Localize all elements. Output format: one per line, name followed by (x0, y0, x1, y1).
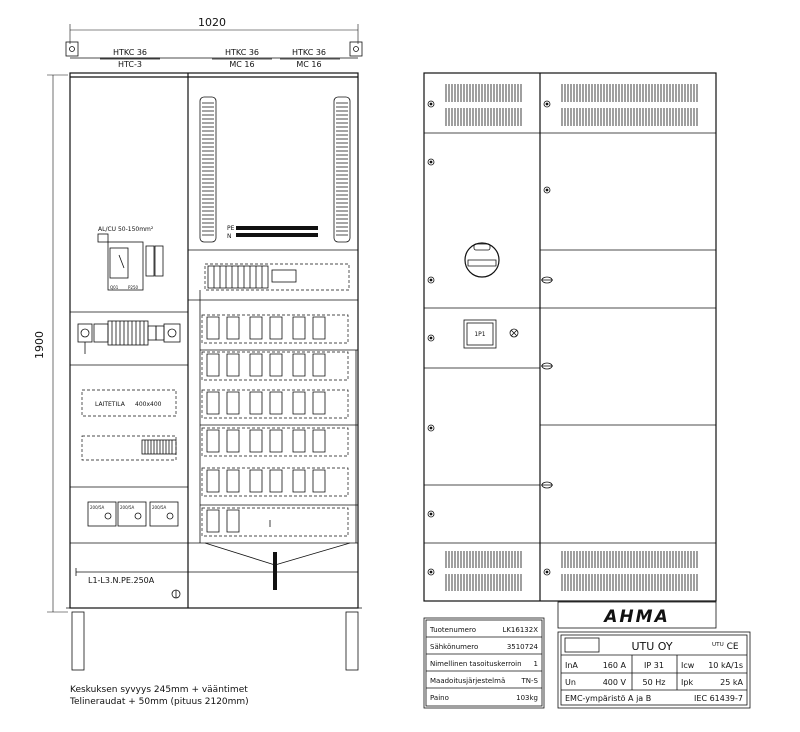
main-switch-area (98, 226, 163, 290)
svg-text:P250: P250 (128, 285, 139, 290)
note-line-1: Keskuksen syvyys 245mm + vääntimet (70, 685, 248, 695)
meter-block (78, 321, 180, 354)
plate-icw-label: Icw (681, 661, 695, 670)
plate-footer-right: IEC 61439-7 (694, 694, 743, 703)
plate-ipk-label: Ipk (681, 678, 694, 687)
pe-n-busbar (227, 225, 318, 240)
rating-row-3-value: 1 (533, 660, 538, 668)
left-leg (72, 612, 84, 670)
busbar-cable-label: AL/CU 50-150mm² (98, 226, 154, 233)
plate-ina-value: 160 A (602, 661, 626, 670)
laitetila-area (82, 390, 176, 460)
terminal-strip-left (200, 97, 216, 242)
rating-row-1-value: LK16132X (502, 626, 538, 634)
pe-label: PE (227, 225, 235, 232)
main-switch-handle[interactable] (465, 243, 499, 277)
busbar-bottom-label: L1-L3.N.PE.250A (88, 576, 155, 585)
rating-plate (424, 618, 544, 708)
breaker-rows (200, 264, 358, 543)
fuse-bases (88, 502, 178, 526)
bottom-busbar (76, 568, 358, 598)
plate-footer-left: EMC-ympäristö A ja B (565, 694, 652, 703)
door-meter (464, 320, 518, 348)
laitetila-label: LAITETILA (95, 401, 125, 408)
fuse-label-3: 200/5A (152, 505, 167, 510)
plate-ipk-value: 25 kA (720, 678, 743, 687)
header-strip (70, 48, 358, 69)
right-leg (346, 612, 358, 670)
plate-un-value: 400 V (602, 678, 626, 687)
plate-freq: 50 Hz (642, 678, 666, 687)
header-1-top: HTKC 36 (112, 48, 148, 57)
brand-plate (558, 602, 750, 708)
laitetila-size: 400x400 (135, 401, 162, 408)
door-meter-label: 1P1 (474, 331, 486, 338)
rating-row-2-value: 3510724 (506, 643, 538, 651)
door-screws (428, 101, 550, 575)
rating-row-5-value: 103kg (516, 694, 538, 702)
height-label: 1900 (33, 331, 46, 359)
rating-row-5-label: Paino (430, 694, 449, 702)
header-2-top: HTKC 36 (224, 48, 260, 57)
plate-ip: IP 31 (644, 661, 664, 670)
rating-row-2-label: Sähkönumero (430, 643, 479, 651)
svg-text:Q01: Q01 (110, 285, 119, 290)
cert-marks-icon: ᵁᵀᵁ CE (712, 642, 739, 652)
plate-icw-value: 10 kA/1s (708, 661, 743, 670)
cable-bundle (273, 552, 277, 590)
header-2-bottom: MC 16 (229, 60, 255, 69)
width-label: 1020 (198, 16, 226, 29)
note-line-2: Telineraudat + 50mm (pituus 2120mm) (70, 697, 249, 707)
n-label: N (227, 233, 232, 240)
plate-un-label: Un (565, 678, 576, 687)
header-1-bottom: HTC-3 (118, 60, 142, 69)
terminal-strip-right (334, 97, 350, 242)
header-3-bottom: MC 16 (296, 60, 322, 69)
front-panel (66, 42, 362, 670)
brand-logo: AHMA (604, 607, 670, 627)
header-3-top: HTKC 36 (291, 48, 327, 57)
height-dimension (33, 75, 68, 612)
fuse-label-2: 200/5A (120, 505, 135, 510)
fuse-label-1: 200/5A (90, 505, 105, 510)
rating-row-3-label: Nimellinen tasoituskerroin (430, 660, 522, 668)
rating-row-4-value: TN-S (521, 677, 538, 685)
company-name: UTU OY (631, 640, 673, 653)
width-dimension (70, 16, 358, 44)
rating-row-4-label: Maadoitusjärjestelmä (430, 677, 506, 685)
rating-row-1-label: Tuotenumero (430, 626, 476, 634)
plate-ina-label: InA (565, 661, 578, 670)
door-view (424, 73, 716, 601)
door-latches (541, 277, 553, 488)
